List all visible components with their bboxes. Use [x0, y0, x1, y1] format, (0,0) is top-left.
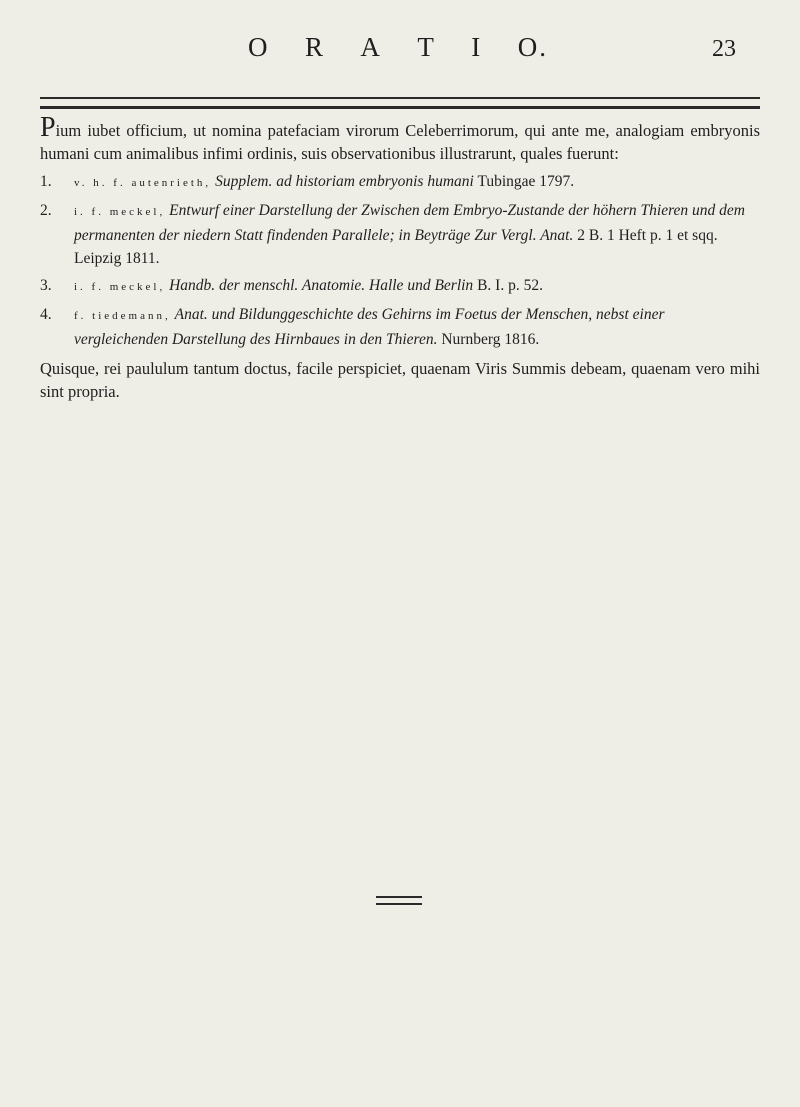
- running-header: [0, 30, 800, 70]
- reference-number: 1.: [40, 173, 52, 190]
- title-letter: T: [417, 32, 436, 62]
- reference-title: Anat. und Bildunggeschichte des Gehirns im Foetus der Menschen, nebst einer vergleichenden Darstellung des Hirnbaues in den Thieren.: [74, 306, 665, 348]
- reference-imprint: Nurnberg 1816.: [441, 331, 540, 348]
- reference-imprint: 2 B. 1 Heft p. 1 et sqq. Leipzig 1811.: [74, 227, 718, 267]
- reference-number: 2.: [40, 202, 52, 219]
- title-letter: O.: [517, 32, 548, 62]
- reference-item: [40, 199, 760, 270]
- drop-cap: P: [40, 112, 56, 143]
- main-text: [40, 112, 760, 403]
- reference-author: f. tiedemann,: [74, 310, 171, 322]
- closing-paragraph: Quisque, rei paululum tantum doctus, facile perspiciet, quaenam Viris Summis debeam, quaenam vero mihi sint propria.: [40, 359, 760, 401]
- reference-title: Handb. der menschl. Anatomie. Halle und Berlin: [169, 277, 474, 294]
- reference-author: i. f. meckel,: [74, 281, 166, 293]
- reference-author: v. h. f. autenrieth,: [74, 177, 212, 189]
- reference-title: Entwurf einer Darstellung der Zwischen dem Embryo-Zustande der höhern Thieren und dem permanenten der niedern Statt findenden Parallele; in Beyträge Zur Vergl. Anat.: [74, 202, 745, 244]
- title-letter: A: [360, 32, 382, 62]
- reference-imprint: B. I. p. 52.: [477, 277, 543, 294]
- reference-imprint: Tubingae 1797.: [477, 173, 575, 190]
- intro-paragraph: [40, 112, 760, 165]
- reference-item: [40, 170, 760, 195]
- reference-number: 3.: [40, 277, 52, 294]
- page-number: 23: [712, 36, 736, 62]
- reference-title: Supplem. ad historiam embryonis humani: [215, 173, 474, 190]
- intro-text: ium iubet officium, ut nomina patefaciam virorum Celeberrimorum, qui ante me, analogiam embryonis humani cum animalibus infimi ordinis, suis observationibus illustrarunt, quales fuerunt:: [40, 121, 760, 163]
- running-title: [248, 32, 548, 63]
- reference-item: [40, 303, 760, 351]
- section-end-rule: [376, 896, 422, 905]
- reference-number: 4.: [40, 306, 52, 323]
- reference-author: i. f. meckel,: [74, 206, 166, 218]
- reference-list: [40, 170, 760, 351]
- header-rule: [40, 97, 760, 109]
- title-letter: R: [304, 32, 325, 62]
- title-letter: I: [471, 32, 483, 62]
- title-letter: O: [248, 32, 270, 62]
- reference-item: [40, 274, 760, 299]
